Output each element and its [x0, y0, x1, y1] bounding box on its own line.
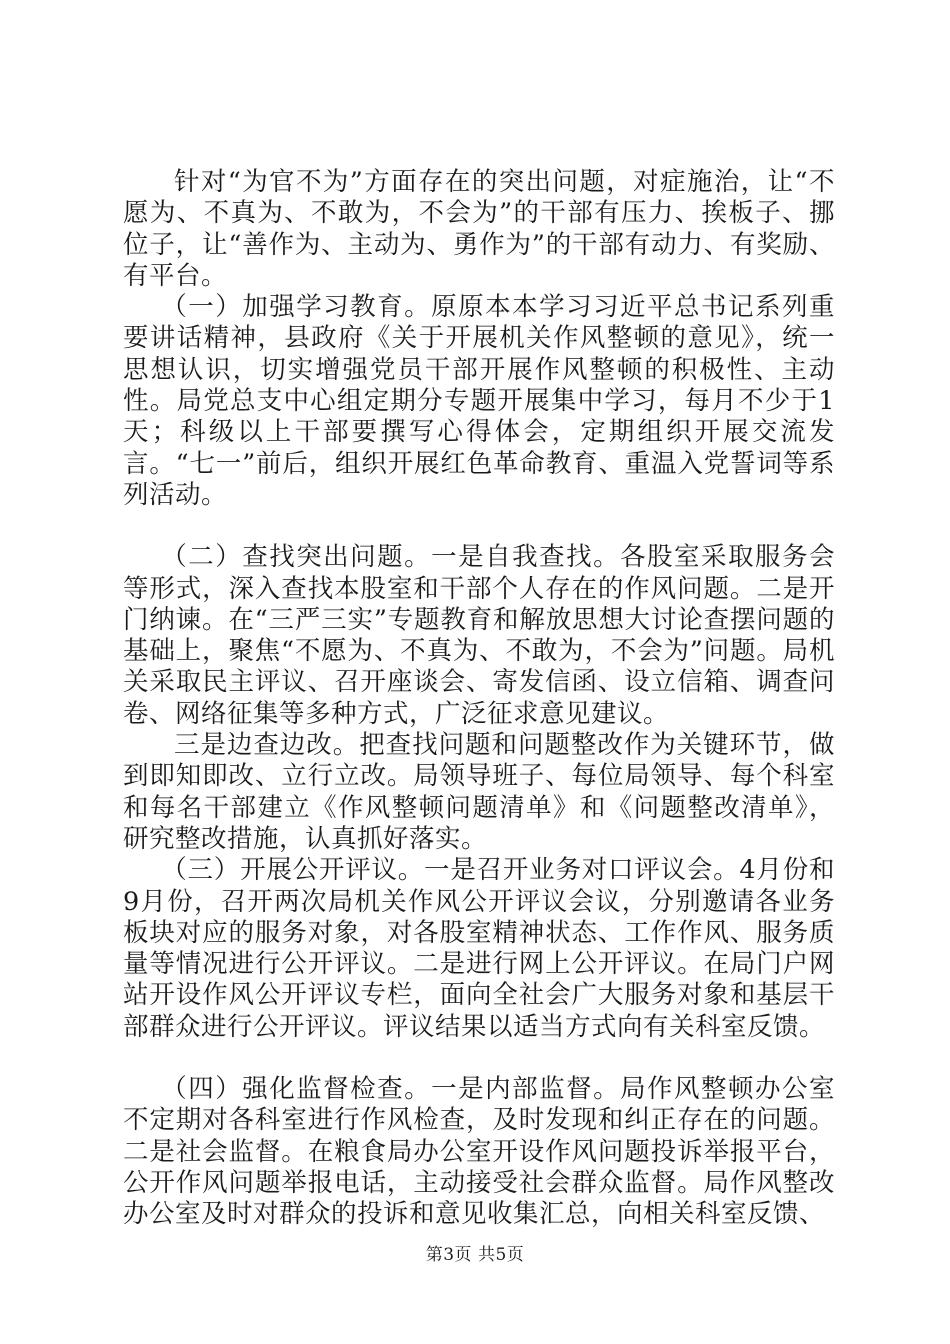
- document-body: [123, 167, 835, 1231]
- paragraph-section-1: （一）加强学习教育。原原本本学习习近平总书记系列重要讲话精神，县政府《关于开展机关作风整顿的意见》，统一思想认识，切实增强党员干部开展作风整顿的积极性、主动性。局党总支中心组定期分专题开展集中学习，每月不少于1天；科级以上干部要撰写心得体会，定期组织开展交流发言。“七一”前后，组织开展红色革命教育、重温入党誓词等系列活动。: [123, 292, 835, 510]
- paragraph-section-4: （四）强化监督检查。一是内部监督。局作风整顿办公室不定期对各科室进行作风检查，及时发现和纠正存在的问题。二是社会监督。在粮食局办公室开设作风问题投诉举报平台，公开作风问题举报电话，主动接受社会群众监督。局作风整改办公室及时对群众的投诉和意见收集汇总，向相关科室反馈、: [123, 1074, 835, 1230]
- paragraph-section-2-continued: 三是边查边改。把查找问题和问题整改作为关键环节，做到即知即改、立行立改。局领导班子、每位局领导、每个科室和每名干部建立《作风整顿问题清单》和《问题整改清单》，研究整改措施，认真抓好落实。: [123, 730, 835, 854]
- page-number-footer: 第3页 共5页: [425, 1245, 525, 1265]
- paragraph-section-2: （二）查找突出问题。一是自我查找。各股室采取服务会等形式，深入查找本股室和干部个人存在的作风问题。二是开门纳谏。在“三严三实”专题教育和解放思想大讨论查摆问题的基础上，聚焦“不愿为、不真为、不敢为，不会为”问题。局机关采取民主评议、召开座谈会、寄发信函、设立信箱、调查问卷、网络征集等多种方式，广泛征求意见建议。: [123, 542, 835, 729]
- paragraph-intro: 针对“为官不为”方面存在的突出问题，对症施治，让“不愿为、不真为、不敢为，不会为”的干部有压力、挨板子、挪位子，让“善作为、主动为、勇作为”的干部有动力、有奖励、有平台。: [123, 167, 835, 291]
- paragraph-section-3: （三）开展公开评议。一是召开业务对口评议会。4月份和9月份，召开两次局机关作风公开评议会议，分别邀请各业务板块对应的服务对象，对各股室精神状态、工作作风、服务质量等情况进行公开评议。二是进行网上公开评议。在局门户网站开设作风公开评议专栏，面向全社会广大服务对象和基层干部群众进行公开评议。评议结果以适当方式向有关科室反馈。: [123, 855, 835, 1042]
